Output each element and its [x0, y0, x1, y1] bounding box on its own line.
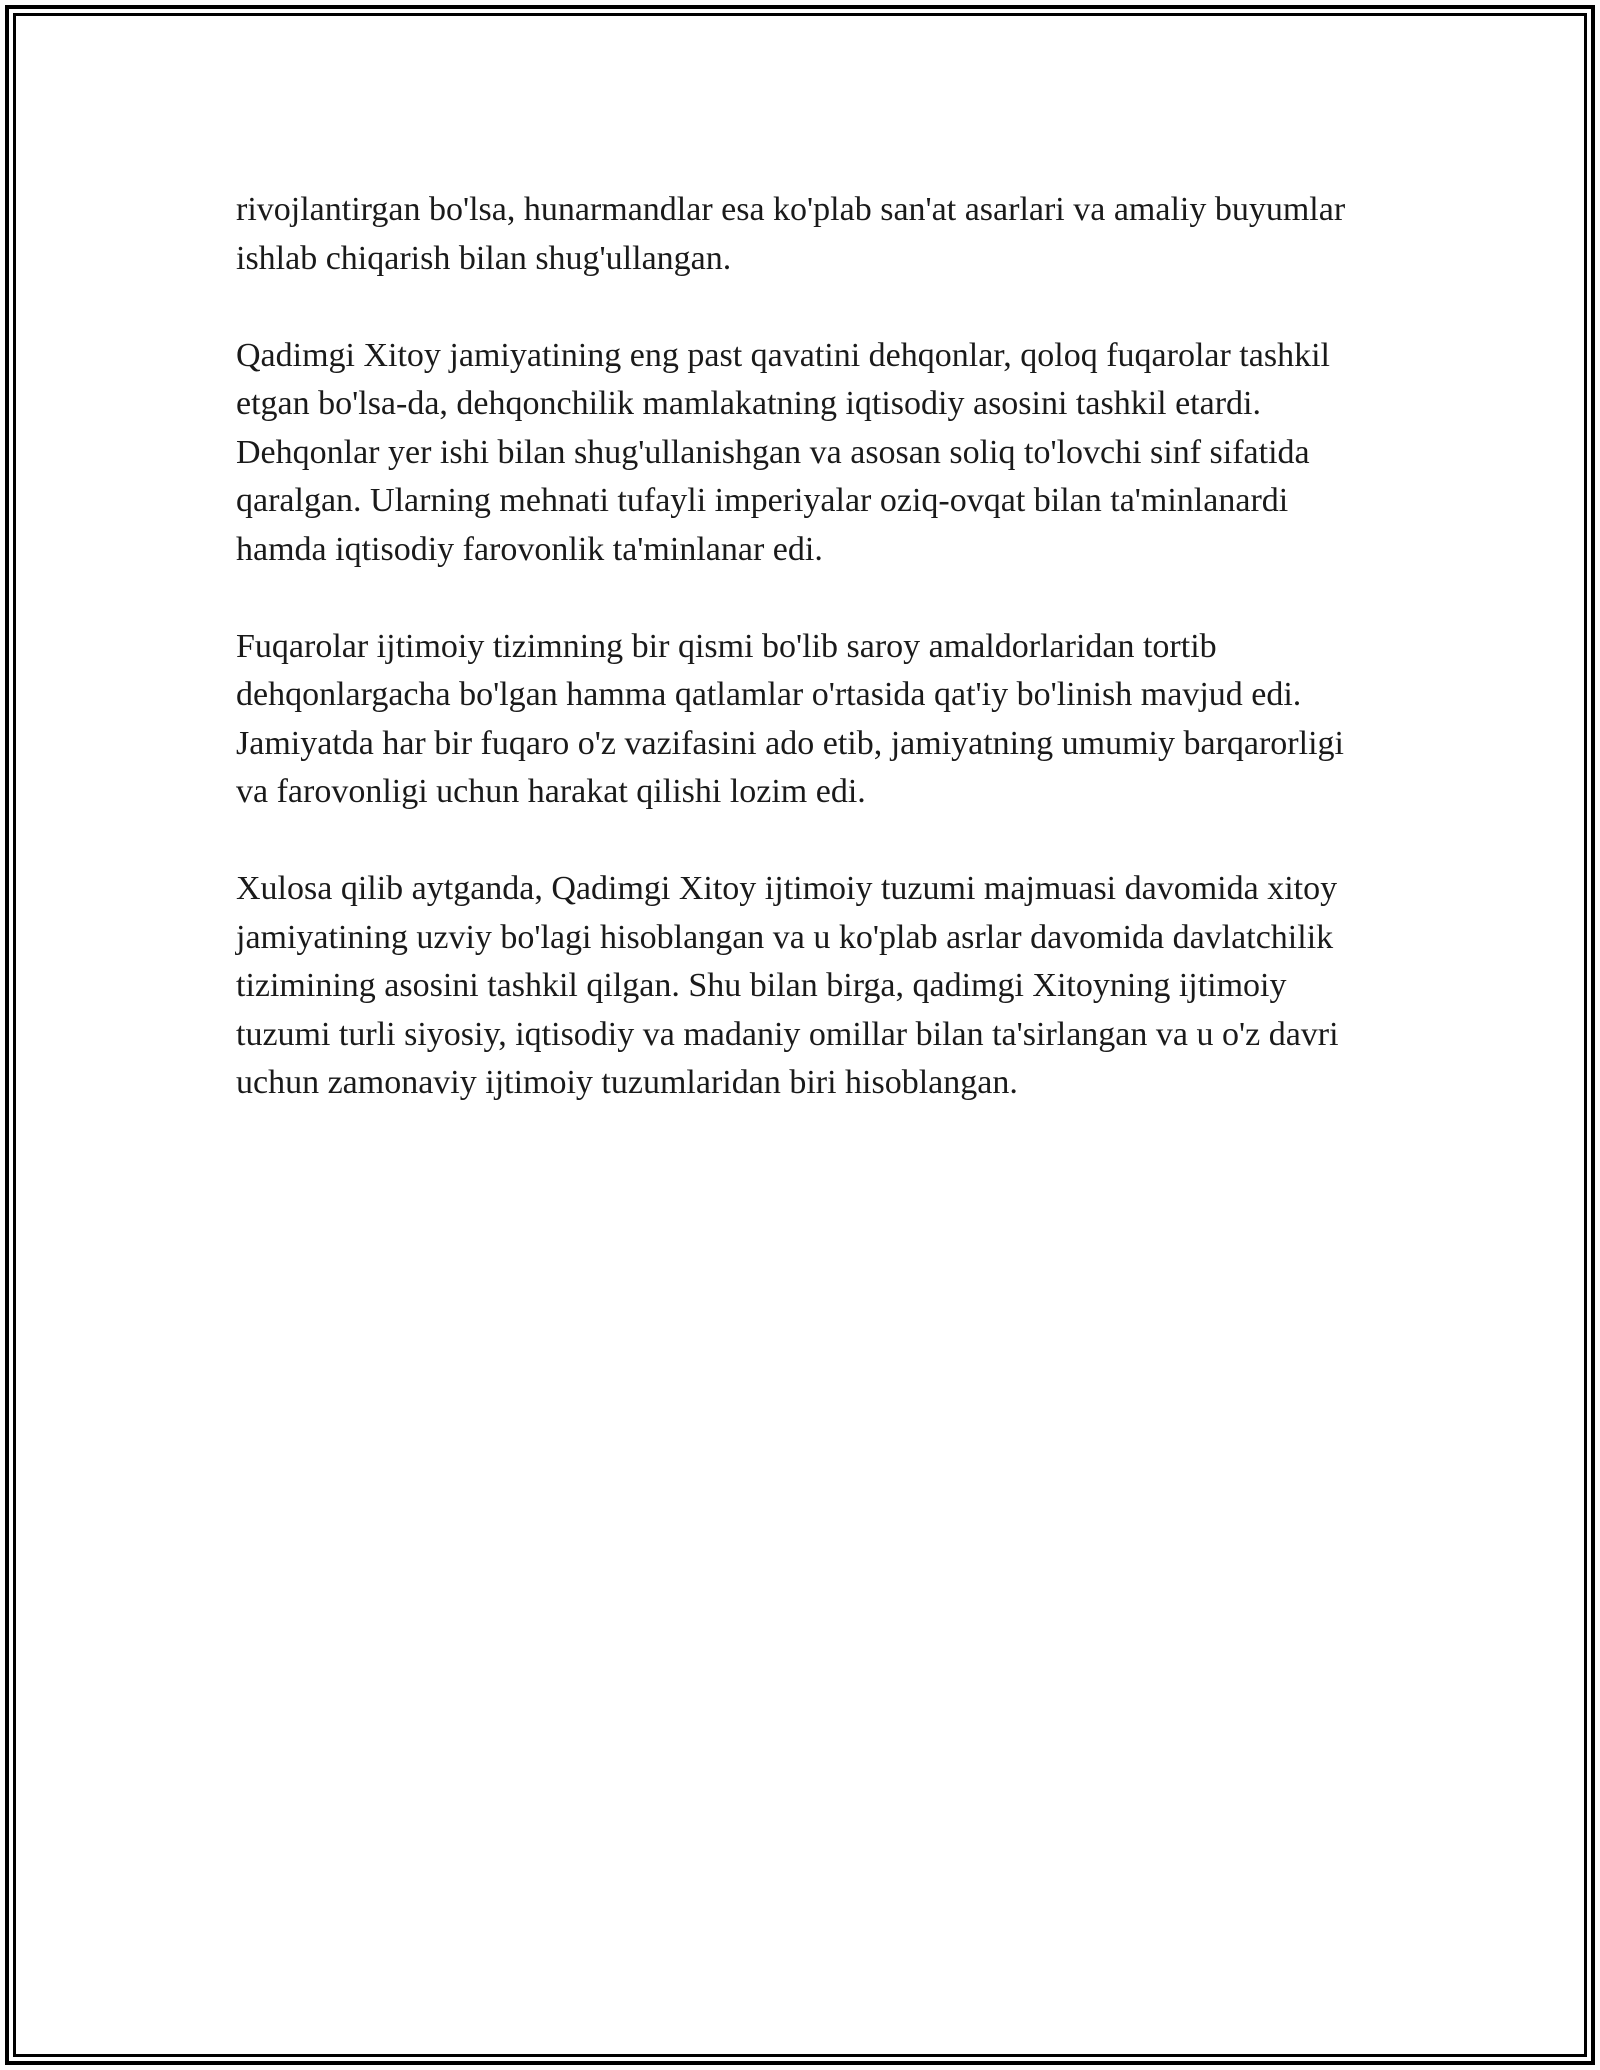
paragraph-2: Qadimgi Xitoy jamiyatining eng past qavatini dehqonlar, qoloq fuqarolar tashkil etgan bo'lsa-da, dehqonchilik mamlakatning iqtisodiy asosini tashkil etardi. Dehqonlar yer ishi bilan shug'ullanishgan va asosan soliq to'lovchi sinf sifatida qaralgan. Ularning mehnati tufayli imperiyalar oziq-ovqat bilan ta'minlanardi hamda iqtisodiy farovonlik ta'minlanar edi. — [236, 336, 1330, 568]
paragraph-3: Fuqarolar ijtimoiy tizimning bir qismi bo'lib saroy amaldorlaridan tortib dehqonlargacha bo'lgan hamma qatlamlar o'rtasida qat'iy bo'linish mavjud edi. Jamiyatda har bir fuqaro o'z vazifasini ado etib, jamiyatning umumiy barqarorligi va farovonligi uchun harakat qilishi lozim edi. — [236, 627, 1344, 810]
paragraph-1: rivojlantirgan bo'lsa, hunarmandlar esa ko'plab san'at asarlari va amaliy buyumlar ishlab chiqarish bilan shug'ullangan. — [236, 191, 1346, 277]
paragraph-4: Xulosa qilib aytganda, Qadimgi Xitoy ijtimoiy tuzumi majmuasi davomida xitoy jamiyatining uzviy bo'lagi hisoblangan va u ko'plab asrlar davomida davlatchilik tizimining asosini tashkil qilgan. Shu bilan birga, qadimgi Xitoyning ijtimoiy tuzumi turli siyosiy, iqtisodiy va madaniy omillar bilan ta'sirlangan va u o'z davri uchun zamonaviy ijtimoiy tuzumlaridan biri hisoblangan. — [236, 870, 1339, 1101]
document-body — [236, 186, 1366, 1156]
